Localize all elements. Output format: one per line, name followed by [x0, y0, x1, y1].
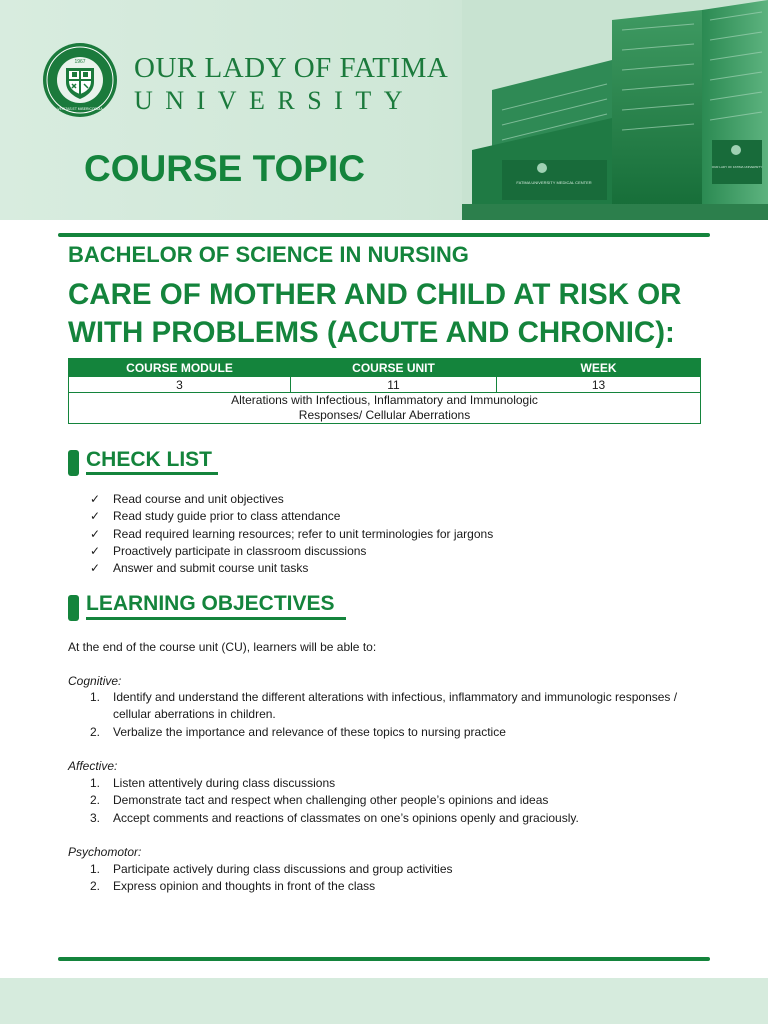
list-item [90, 491, 493, 508]
list-item [90, 689, 710, 724]
checkmark-icon: ✓ [90, 561, 101, 576]
checklist-item-text: Answer and submit course unit tasks [113, 561, 309, 576]
affective-list [90, 775, 710, 827]
list-item [90, 526, 493, 543]
item-text: Participate actively during class discussions and group activities [113, 862, 453, 876]
building-sign-left: FATIMA UNIVERSITY MEDICAL CENTER [516, 180, 592, 185]
seal-year: 1967 [74, 59, 86, 65]
page-footer [0, 978, 768, 1024]
item-text: Verbalize the importance and relevance of these topics to nursing practice [113, 724, 506, 739]
checkmark-icon: ✓ [90, 526, 101, 541]
bottom-divider [58, 957, 710, 961]
item-number: 1. [90, 776, 101, 790]
list-item [90, 724, 710, 741]
course-info-table [68, 358, 701, 424]
list-item [90, 878, 710, 895]
top-divider [58, 233, 710, 237]
value-course-unit: 11 [291, 377, 497, 393]
item-number: 2. [90, 793, 101, 808]
header-week: WEEK [497, 359, 701, 377]
checkmark-icon: ✓ [90, 509, 101, 524]
list-item [90, 508, 493, 525]
checklist [90, 491, 493, 577]
university-building-image [462, 0, 768, 220]
psychomotor-label: Psychomotor: [68, 845, 142, 859]
list-item [90, 543, 493, 560]
checkmark-icon: ✓ [90, 492, 101, 506]
unit-topic-line2: Responses/ Cellular Aberrations [298, 408, 471, 422]
value-course-module: 3 [69, 377, 291, 393]
item-number: 2. [90, 724, 101, 739]
university-name-line1: OUR LADY OF FATIMA [134, 52, 449, 84]
program-name: BACHELOR OF SCIENCE IN NURSING [68, 242, 469, 267]
value-week: 13 [497, 377, 701, 393]
course-topic-heading: COURSE TOPIC [84, 148, 365, 189]
item-number: 3. [90, 810, 101, 825]
objectives-heading: LEARNING OBJECTIVES [86, 592, 335, 615]
list-item [90, 560, 493, 577]
item-text: Listen attentively during class discussions [113, 776, 336, 790]
list-item [90, 810, 710, 827]
checklist-item-text: Read required learning resources; refer to unit terminologies for jargons [113, 526, 494, 541]
seal-motto: VERITAS ET MISERICORDIA [57, 107, 103, 111]
item-text: Accept comments and reactions of classmates on one’s opinions openly and graciously. [113, 810, 579, 825]
objectives-marker [68, 595, 79, 621]
cognitive-list [90, 689, 710, 741]
header-course-module: COURSE MODULE [69, 359, 291, 377]
university-name-line2: UNIVERSITY [134, 86, 415, 115]
checklist-item-text: Read course and unit objectives [113, 492, 284, 506]
affective-label: Affective: [68, 759, 118, 773]
objectives-underline [86, 617, 346, 620]
university-seal-logo [42, 42, 118, 118]
item-number: 1. [90, 690, 101, 704]
checklist-heading: CHECK LIST [86, 448, 212, 471]
header-course-unit: COURSE UNIT [291, 359, 497, 377]
checklist-item-text: Proactively participate in classroom discussions [113, 543, 367, 558]
unit-topic [69, 393, 701, 424]
building-sign-right: OUR LADY OF FATIMA UNIVERSITY [711, 165, 763, 169]
item-number: 1. [90, 862, 101, 876]
checklist-marker [68, 450, 79, 476]
list-item [90, 861, 710, 878]
item-text: Demonstrate tact and respect when challenging other people’s opinions and ideas [113, 793, 549, 808]
item-number: 2. [90, 879, 101, 894]
objectives-intro: At the end of the course unit (CU), learners will be able to: [68, 640, 377, 654]
unit-topic-line1: Alterations with Infectious, Inflammatory and Immunologic [231, 393, 538, 407]
list-item [90, 775, 710, 792]
list-item [90, 792, 710, 809]
checklist-underline [86, 472, 218, 475]
item-text: Express opinion and thoughts in front of the class [113, 879, 376, 894]
cognitive-label: Cognitive: [68, 674, 122, 688]
checkmark-icon: ✓ [90, 543, 101, 558]
psychomotor-list [90, 861, 710, 896]
item-text: Identify and understand the different alterations with infectious, inflammatory and immunologic responses / cellular aberrations in children. [113, 690, 678, 722]
checklist-item-text: Read study guide prior to class attendance [113, 509, 341, 524]
page-header [0, 0, 768, 220]
course-title: CARE OF MOTHER AND CHILD AT RISK OR WITH PROBLEMS (ACUTE AND CHRONIC): [68, 278, 682, 349]
